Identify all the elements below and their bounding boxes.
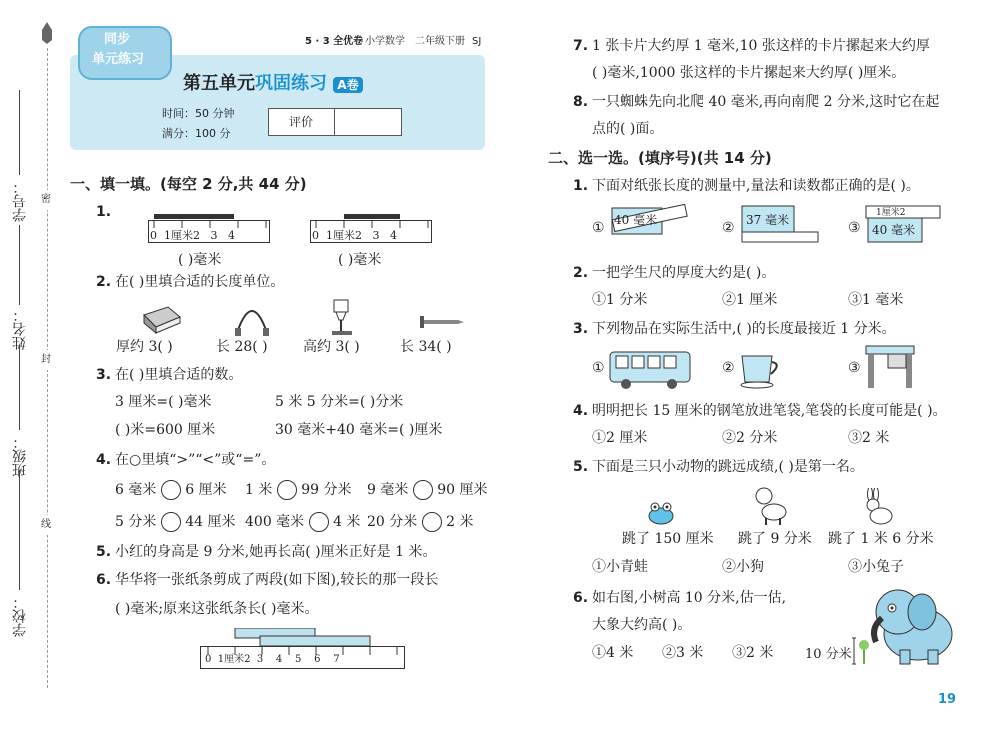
title-part2: 巩固练习 <box>255 73 327 94</box>
r5-score-rabbit: 跳了 1 米 6 分米 <box>828 531 934 547</box>
q6-ruler-ticks <box>205 650 340 670</box>
r1-number: 1. <box>573 178 589 194</box>
series-name: 5 · 3 全优卷 <box>305 36 364 47</box>
tick-5: 5 <box>295 654 302 665</box>
binding-margin <box>0 0 70 746</box>
q4-compare-6[interactable] <box>367 512 474 532</box>
q1-ruler-b-ticks <box>312 226 397 246</box>
q4-left: 400 毫米 <box>245 514 305 530</box>
name-label: 姓名： <box>12 308 28 350</box>
r4-text: 明明把长 15 厘米的钢笔放进笔袋,笔袋的长度可能是( )。 <box>592 403 947 419</box>
tick-1: 1厘米2 <box>326 229 362 242</box>
seal-char-xian: 线 <box>41 515 51 535</box>
tick-3: 3 <box>210 229 218 242</box>
q3-item-3[interactable]: ( )米=600 厘米 <box>115 422 216 438</box>
q3-number: 3. <box>96 367 112 383</box>
r5-number: 5. <box>573 459 589 475</box>
r5-option-3[interactable]: ③小兔子 <box>848 559 904 575</box>
desk-icon <box>864 342 916 390</box>
class-field[interactable] <box>19 345 20 430</box>
r1-option-2-mark[interactable]: ② <box>722 220 735 236</box>
r1-option-3-figure <box>864 204 942 244</box>
q2-item-hoop[interactable]: 高约 3( ) <box>303 339 360 355</box>
q4-compare-3[interactable] <box>367 480 488 500</box>
cup-icon <box>738 350 784 390</box>
seal-char-feng: 封 <box>41 350 51 370</box>
q1-answer-a[interactable]: ( )毫米 <box>178 252 222 268</box>
r2-number: 2. <box>573 265 589 281</box>
rocket-icon <box>42 22 52 44</box>
tick-0: 0 <box>312 229 319 242</box>
q4-right: 90 厘米 <box>437 482 488 498</box>
r1-option-1-figure <box>610 204 690 242</box>
r1-option-2-figure <box>740 204 820 244</box>
r1-option-3-label: 40 毫米 <box>872 223 916 237</box>
q4-compare-2[interactable] <box>245 480 352 500</box>
evaluation-box[interactable] <box>268 108 402 136</box>
q4-right: 99 分米 <box>301 482 352 498</box>
r5-text: 下面是三只小动物的跳远成绩,( )是第一名。 <box>592 459 864 475</box>
time-info: 时间：50 分钟 <box>162 107 235 120</box>
r6-text-line2[interactable]: 大象大约高( )。 <box>592 617 692 633</box>
q4-compare-1[interactable] <box>115 480 227 500</box>
q4-compare-4[interactable] <box>115 512 236 532</box>
student-id-field[interactable] <box>19 90 20 175</box>
compare-circle[interactable] <box>161 512 181 532</box>
q8-text-line2[interactable]: 点的( )面。 <box>592 121 664 137</box>
grade: 二年级下册 <box>415 36 465 47</box>
q2-text: 在( )里填合适的长度单位。 <box>115 274 285 290</box>
q4-right: 44 厘米 <box>185 514 236 530</box>
q4-compare-5[interactable] <box>245 512 360 532</box>
q1-answer-b[interactable]: ( )毫米 <box>338 252 382 268</box>
tick-1: 1厘米2 <box>164 229 200 242</box>
q2-number: 2. <box>96 274 112 290</box>
q6-number: 6. <box>96 572 112 588</box>
q4-right: 6 厘米 <box>185 482 227 498</box>
q3-item-1[interactable]: 3 厘米=( )毫米 <box>115 394 212 410</box>
r6-option-2[interactable]: ②3 米 <box>662 645 704 661</box>
section-2-heading: 二、选一选。(填序号)(共 14 分) <box>548 149 772 167</box>
tick-0: 0 <box>205 654 212 665</box>
badge-line2: 单元练习 <box>92 52 145 67</box>
r1-option-3-mark[interactable]: ③ <box>848 220 861 236</box>
evaluation-label: 评价 <box>289 115 314 129</box>
q4-left: 9 毫米 <box>367 482 409 498</box>
r6-tree-height: 10 分米 <box>805 647 852 662</box>
badge-line1: 同步 <box>104 32 131 47</box>
q4-left: 20 分米 <box>367 514 418 530</box>
r6-number: 6. <box>573 590 589 606</box>
r3-option-3-mark[interactable]: ③ <box>848 360 861 376</box>
q3-item-2[interactable]: 5 米 5 分米=( )分米 <box>275 394 404 410</box>
q2-item-rope[interactable]: 长 28( ) <box>216 339 268 355</box>
r5-score-dog: 跳了 9 分米 <box>738 531 812 547</box>
compare-circle[interactable] <box>277 480 297 500</box>
q4-number: 4. <box>96 452 112 468</box>
q5-number: 5. <box>96 544 112 560</box>
r1-option-3-ruler: 1厘米2 <box>876 208 906 218</box>
r6-option-3[interactable]: ③2 米 <box>732 645 774 661</box>
tick-4: 4 <box>275 654 283 665</box>
name-field[interactable] <box>19 225 20 305</box>
q5-text[interactable]: 小红的身高是 9 分米,她再长高( )厘米正好是 1 米。 <box>115 544 437 560</box>
r2-option-3[interactable]: ③1 毫米 <box>848 292 904 308</box>
r2-option-2[interactable]: ②1 厘米 <box>722 292 778 308</box>
r1-option-1-mark[interactable]: ① <box>592 220 605 236</box>
q2-item-book[interactable]: 厚约 3( ) <box>116 339 173 355</box>
q3-item-4[interactable]: 30 毫米+40 毫米=( )厘米 <box>275 422 443 438</box>
r1-option-2-label: 37 毫米 <box>746 213 790 227</box>
tick-7: 7 <box>333 654 340 665</box>
r3-text: 下列物品在实际生活中,( )的长度最接近 1 分米。 <box>592 321 896 337</box>
q7-text-line2[interactable]: ( )毫米,1000 张这样的卡片摞起来大约厚( )厘米。 <box>592 65 906 81</box>
r1-option-1-label: 40 毫米 <box>614 213 658 227</box>
subject: 小学数学 <box>365 36 405 47</box>
q4-right: 2 米 <box>446 514 474 530</box>
tick-3: 3 <box>256 654 264 665</box>
compare-circle[interactable] <box>161 480 181 500</box>
q7-text-line1: 1 张卡片大约厚 1 毫米,10 张这样的卡片摞起来大约厚 <box>592 38 930 54</box>
q6-text-line1: 华华将一张纸条剪成了两段(如下图),较长的那一段长 <box>115 572 439 588</box>
evaluation-divider <box>334 109 335 135</box>
r2-option-1[interactable]: ①1 分米 <box>592 292 648 308</box>
page-title <box>183 74 363 95</box>
compare-circle[interactable] <box>309 512 329 532</box>
r6-option-1[interactable]: ①4 米 <box>592 645 634 661</box>
compare-circle[interactable] <box>413 480 433 500</box>
q8-text-line1: 一只蜘蛛先向北爬 40 毫米,再向南爬 2 分米,这时它在起 <box>592 94 940 110</box>
school-field[interactable] <box>19 470 20 590</box>
jump-rope-icon <box>232 300 272 336</box>
q4-left: 6 毫米 <box>115 482 157 498</box>
seal-char-mi: 密 <box>41 190 51 210</box>
elephant-icon <box>860 582 960 668</box>
r3-number: 3. <box>573 321 589 337</box>
q4-text: 在○里填“>”“<”或“=”。 <box>115 452 276 468</box>
q4-right: 4 米 <box>333 514 361 530</box>
tick-6: 6 <box>314 654 321 665</box>
school-label: 学校： <box>12 595 28 637</box>
r5-option-1[interactable]: ①小青蛙 <box>592 559 648 575</box>
nail-icon <box>418 314 464 328</box>
r2-text: 一把学生尺的厚度大约是( )。 <box>592 265 776 281</box>
title-badge: A卷 <box>333 77 362 93</box>
q7-number: 7. <box>573 38 589 54</box>
rabbit-icon <box>860 488 894 526</box>
section-1-heading: 一、填一填。(每空 2 分,共 44 分) <box>70 175 307 193</box>
r5-option-2[interactable]: ②小狗 <box>722 559 764 575</box>
page-number: 19 <box>938 692 957 707</box>
q4-left: 1 米 <box>245 482 273 498</box>
tick-0: 0 <box>150 229 157 242</box>
q6-text-line2[interactable]: ( )毫米;原来这张纸条长( )毫米。 <box>115 601 319 617</box>
q4-left: 5 分米 <box>115 514 157 530</box>
bus-icon <box>608 348 692 390</box>
r4-option-1[interactable]: ①2 厘米 <box>592 430 648 446</box>
tick-4: 4 <box>228 229 235 242</box>
r6-text-line1: 如右图,小树高 10 分米,估一估, <box>592 590 787 606</box>
q1-ruler-a-ticks <box>150 226 235 246</box>
r5-score-frog: 跳了 150 厘米 <box>622 531 714 547</box>
r4-option-2[interactable]: ②2 分米 <box>722 430 778 446</box>
basketball-hoop-icon <box>328 298 358 336</box>
r3-option-2-mark[interactable]: ② <box>722 360 735 376</box>
edition: SJ <box>472 36 482 47</box>
tick-3: 3 <box>372 229 380 242</box>
student-id-label: 学号： <box>12 180 28 222</box>
tick-4: 4 <box>390 229 397 242</box>
score-info: 满分：100 分 <box>162 127 231 140</box>
title-part1: 第五单元 <box>183 73 255 94</box>
r4-option-3[interactable]: ③2 米 <box>848 430 890 446</box>
q1-number: 1. <box>96 204 112 220</box>
r3-option-1-mark[interactable]: ① <box>592 360 605 376</box>
compare-circle[interactable] <box>422 512 442 532</box>
q8-number: 8. <box>573 94 589 110</box>
class-label: 班级： <box>12 435 28 477</box>
r4-number: 4. <box>573 403 589 419</box>
frog-icon <box>646 500 676 526</box>
r1-text: 下面对纸张长度的测量中,量法和读数都正确的是( )。 <box>592 178 920 194</box>
dog-icon <box>752 486 788 526</box>
tick-1: 1厘米2 <box>217 654 251 665</box>
q3-text: 在( )里填合适的数。 <box>115 367 243 383</box>
q2-item-nail[interactable]: 长 34( ) <box>400 339 452 355</box>
book-icon <box>140 303 182 335</box>
